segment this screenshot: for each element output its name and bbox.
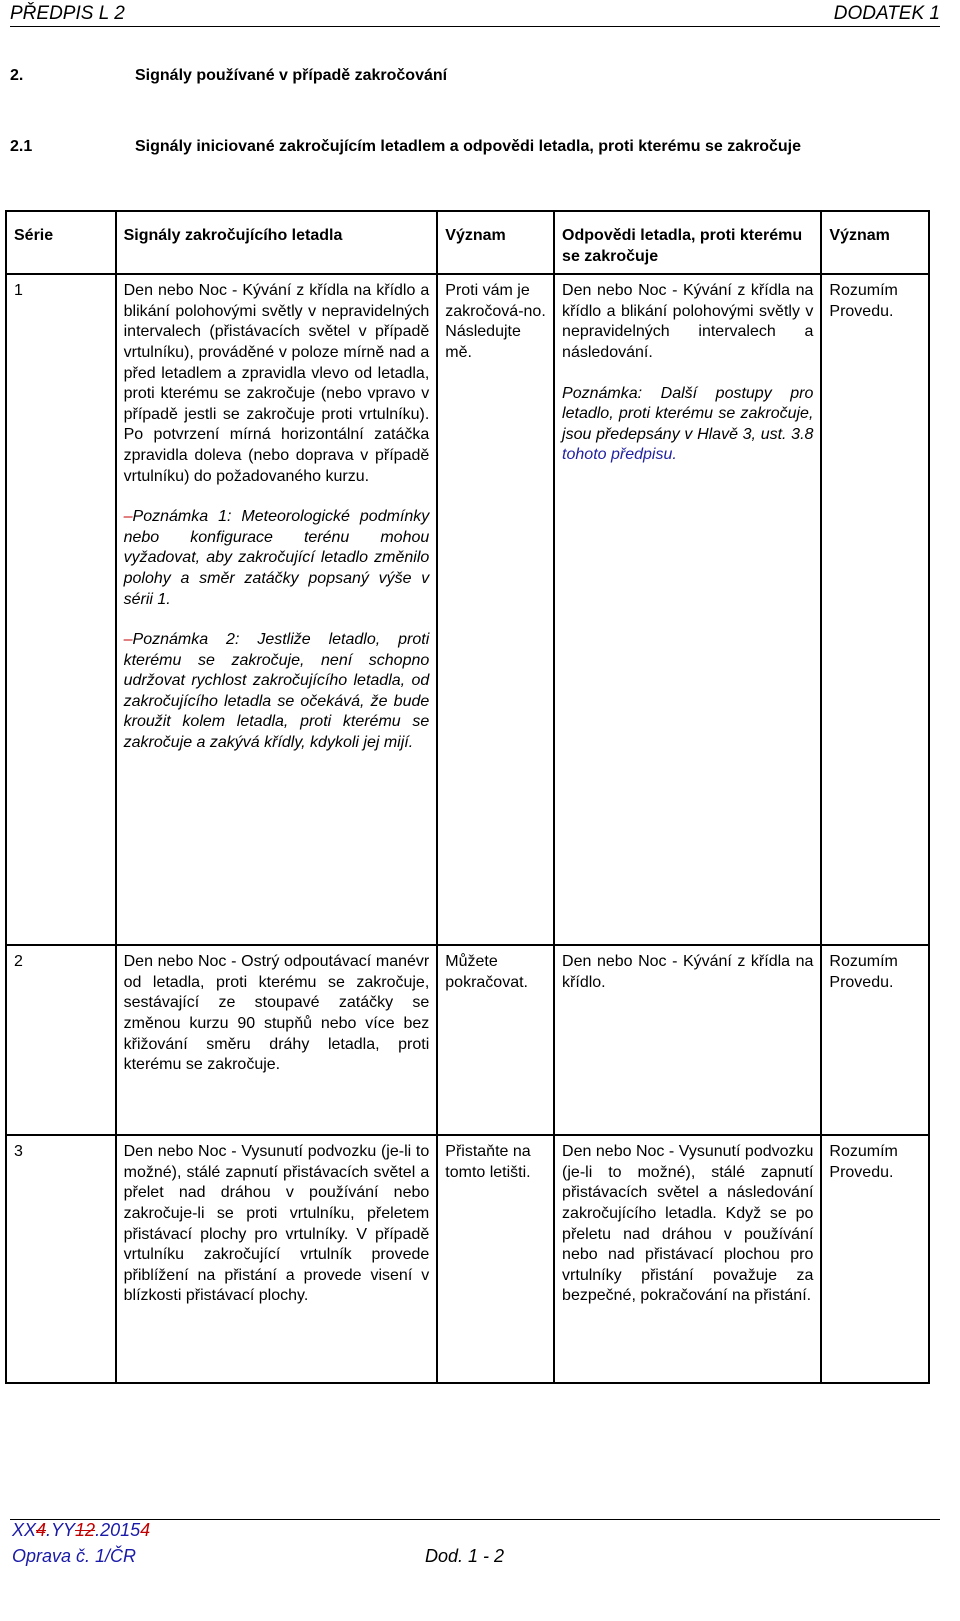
row3-meaning: Přistaňte na tomto letišti. bbox=[437, 1135, 554, 1383]
footer-date-xx: XX bbox=[12, 1520, 37, 1540]
row3-serie: 3 bbox=[6, 1135, 116, 1383]
note-1-dash: – bbox=[123, 508, 133, 526]
footer-date-4: 4 bbox=[36, 1520, 47, 1540]
signals-table bbox=[5, 210, 930, 1384]
response-note-link[interactable]: tohoto předpisu. bbox=[562, 446, 677, 464]
row2-response-meaning: Rozumím Provedu. bbox=[821, 945, 929, 1135]
section-2-heading bbox=[10, 67, 447, 85]
footer-page-number: Dod. 1 - 2 bbox=[425, 1546, 505, 1566]
row2-meaning: Můžete pokračovat. bbox=[437, 945, 554, 1135]
table-row bbox=[6, 274, 929, 945]
header-left: PŘEDPIS L 2 bbox=[10, 3, 125, 24]
row3-response-meaning: Rozumím Provedu. bbox=[821, 1135, 929, 1383]
footer-date-rest: .201 bbox=[95, 1520, 131, 1540]
note-1-text: Poznámka 1: Meteorologické podmínky nebo konfigurace terénu mohou vyžadovat, aby zakročující letadlo změnilo polohy a směr zatáčky popsaný výše v sérii 1. bbox=[123, 508, 430, 608]
header-right: DODATEK 1 bbox=[833, 3, 940, 24]
row1-response-cell bbox=[554, 274, 821, 945]
section-2-1-heading bbox=[10, 138, 801, 156]
row1-response-meaning: Rozumím Provedu. bbox=[821, 274, 929, 945]
page-header bbox=[10, 0, 940, 27]
footer-oprava: Oprava č. 1/ČR bbox=[12, 1546, 137, 1566]
section-2-1-title: Signály iniciované zakročujícím letadlem a odpovědi letadla, proti kterému se zakročuje bbox=[135, 138, 801, 155]
table-row bbox=[6, 945, 929, 1135]
col-header-response-meaning: Význam bbox=[821, 211, 929, 274]
row2-response: Den nebo Noc - Kývání z křídla na křídlo. bbox=[554, 945, 821, 1135]
footer-date bbox=[12, 1520, 150, 1541]
row1-response-note bbox=[562, 384, 813, 466]
footer-date-yy: .YY bbox=[46, 1520, 76, 1540]
row1-signal: Den nebo Noc - Kývání z křídla na křídlo a blikání polohovými světly v nepravidelných intervalech (přistávacích světel v případě vrtulníku), prováděné v poloze mírně nad a před letadlem a zpravidla vlevo od letadla, proti kterému se zakročuje (nebo vpravo v případě jestli se zakročuje proti vrtulníku). Po potvrzení mírná horizontální zatáčka zpravidla doleva (nebo doprava v případě vrtulníku) do požadovaného kurzu. bbox=[123, 282, 430, 485]
table-header-row bbox=[6, 211, 929, 274]
note-2-text: Poznámka 2: Jestliže letadlo, proti kterému se zakročuje, není schopno udržovat rychlost zakročujícího letadla, od zakročujícího letadla se očekává, že bude kroužit kolem letadla, proti kterému se zakročuje a zakývá křídly, kdykoli jej mijí. bbox=[123, 631, 430, 752]
row2-signal: Den nebo Noc - Ostrý odpoutávací manévr od letadla, proti kterému se zakročuje, sestávající ze stoupavé zatáčky se změnou kurzu 90 stupňů nebo více bez křižování směru dráhy letadla, proti kterému se zakročuje. bbox=[116, 945, 438, 1135]
table-row bbox=[6, 1135, 929, 1383]
col-header-meaning: Význam bbox=[437, 211, 554, 274]
footer-date-12: 12 bbox=[75, 1520, 96, 1540]
row2-serie: 2 bbox=[6, 945, 116, 1135]
row1-note-2 bbox=[124, 630, 430, 754]
note-2-dash: – bbox=[123, 631, 133, 649]
row1-signal-cell bbox=[116, 274, 438, 945]
section-2-number: 2. bbox=[10, 67, 24, 84]
row3-signal: Den nebo Noc - Vysunutí podvozku (je-li to možné), stálé zapnutí přistávacích světel a přelet nad dráhou v používání nebo zakročuje-li se proti vrtulníku, přeletem přistávací plochy pro vrtulníky. V případě vrtulníku zakročující vrtulník provede přiblížení na přistání a provede visení v blízkosti přistávací plochy. bbox=[116, 1135, 438, 1383]
footer-date-4b: 4 bbox=[140, 1520, 151, 1540]
section-2-1-number: 2.1 bbox=[10, 138, 33, 155]
col-header-serie: Série bbox=[6, 211, 116, 274]
section-2-title: Signály používané v případě zakročování bbox=[135, 67, 448, 84]
response-note-text: Poznámka: Další postupy pro letadlo, proti kterému se zakročuje, jsou předepsány v Hlavě 3, ust. 3.8 bbox=[562, 384, 814, 443]
col-header-response: Odpovědi letadla, proti kterému se zakročuje bbox=[554, 211, 821, 274]
row1-meaning: Proti vám je zakročová-no. Následujte mě. bbox=[437, 274, 554, 945]
row1-serie: 1 bbox=[6, 274, 116, 945]
row3-response: Den nebo Noc - Vysunutí podvozku (je-li to možné), stálé zapnutí přistávacích světel a následování zakročujícího letadla. Když se po přeletu nad dráhou v používání nebo nad přistávací plochou pro vrtulníky přistání považuje za bezpečné, pokračování na přistání. bbox=[554, 1135, 821, 1383]
col-header-signal: Signály zakročujícího letadla bbox=[116, 211, 438, 274]
footer-date-5: 5 bbox=[130, 1520, 141, 1540]
row1-response: Den nebo Noc - Kývání z křídla na křídlo a blikání polohovými světly v nepravidelných intervalech a následování. bbox=[562, 282, 814, 361]
row1-note-1 bbox=[124, 507, 430, 610]
